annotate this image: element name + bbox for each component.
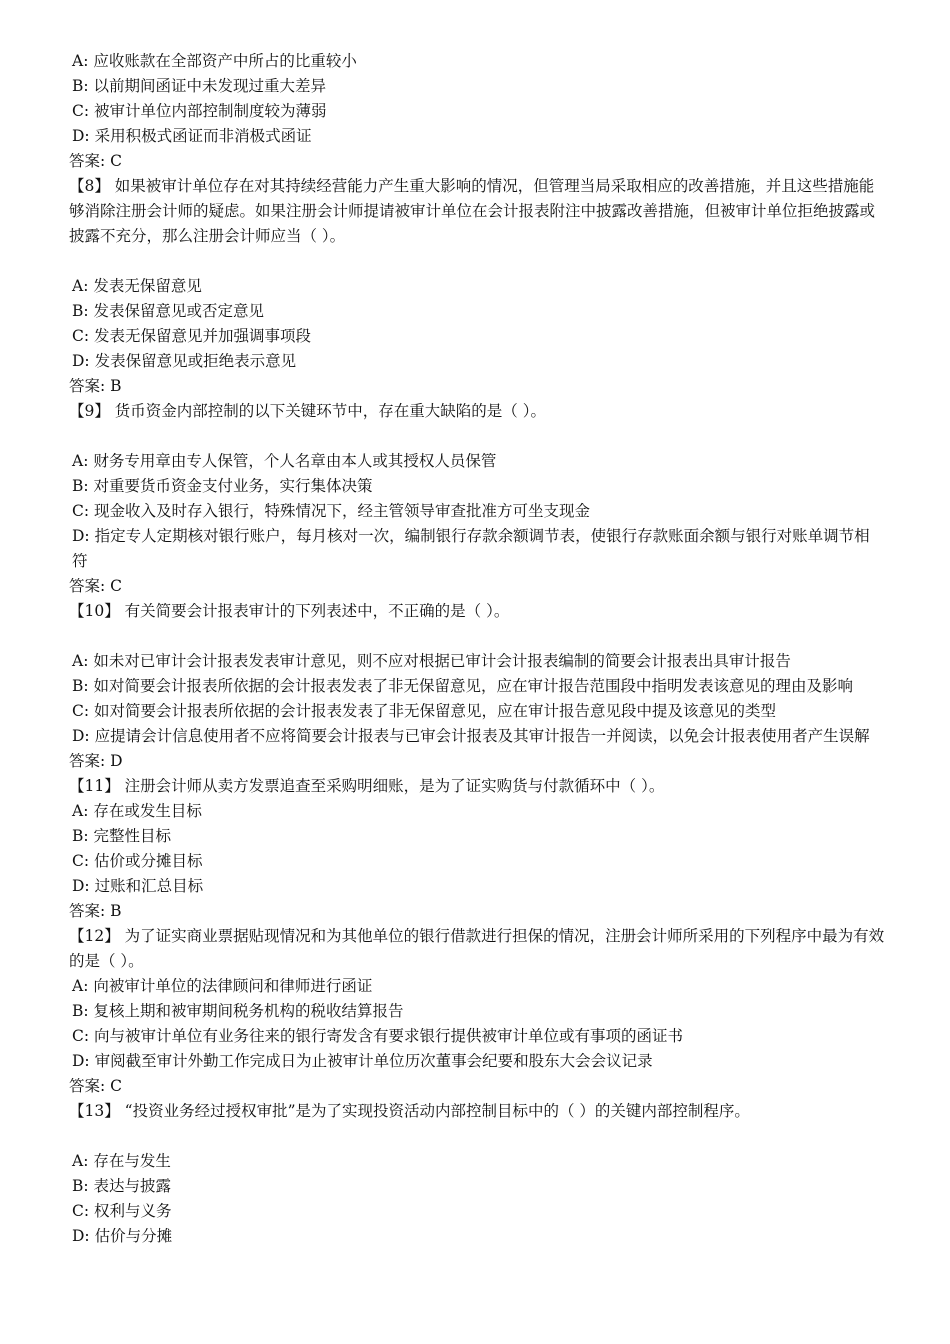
option-d: D: 审阅截至审计外勤工作完成日为止被审计单位历次董事会纪要和股东大会会议记录	[72, 1052, 653, 1070]
question-12	[69, 924, 885, 1099]
option-b: B: 以前期间函证中未发现过重大差异	[72, 77, 327, 95]
answer: 答案: C	[69, 1077, 123, 1095]
option-c: C: 向与被审计单位有业务往来的银行寄发含有要求银行提供被审计单位或有事项的函证书	[72, 1027, 684, 1045]
spacer	[69, 1124, 885, 1149]
answer: 答案: B	[69, 377, 122, 395]
option-d: D: 指定专人定期核对银行账户，每月核对一次，编制银行存款余额调节表，使银行存款账面余额与银行对账单调节相符	[72, 527, 870, 570]
option-c: C: 现金收入及时存入银行，特殊情况下，经主管领导审查批准方可坐支现金	[72, 502, 591, 520]
answer: 答案: C	[69, 577, 123, 595]
option-d: D: 过账和汇总目标	[72, 877, 204, 895]
question-stem: 【8】 如果被审计单位存在对其持续经营能力产生重大影响的情况，但管理当局采取相应的改善措施，并且这些措施能够消除注册会计师的疑虑。如果注册会计师提请被审计单位在会计报表附注中披露改善措施，但被审计单位拒绝披露或披露不充分，那么注册会计师应当（ ）。	[69, 177, 876, 245]
option-d: D: 采用积极式函证而非消极式函证	[72, 127, 312, 145]
question-8	[69, 174, 885, 399]
option-a: A: 向被审计单位的法律顾问和律师进行函证	[72, 977, 373, 995]
option-b: B: 完整性目标	[72, 827, 172, 845]
document-page	[69, 49, 885, 1249]
question-stem: 【12】 为了证实商业票据贴现情况和为其他单位的银行借款进行担保的情况，注册会计师所采用的下列程序中最为有效的是（ ）。	[69, 927, 885, 970]
question-7-tail	[69, 49, 885, 174]
option-d: D: 应提请会计信息使用者不应将简要会计报表与已审会计报表及其审计报告一并阅读，以免会计报表使用者产生误解	[72, 727, 870, 745]
spacer	[69, 424, 885, 449]
question-9	[69, 399, 885, 599]
option-c: C: 发表无保留意见并加强调事项段	[72, 327, 312, 345]
option-a: A: 如未对已审计会计报表发表审计意见，则不应对根据已审计会计报表编制的简要会计报表出具审计报告	[72, 652, 791, 670]
option-c: C: 估价或分摊目标	[72, 852, 203, 870]
question-stem: 【10】 有关简要会计报表审计的下列表述中，不正确的是（ ）。	[69, 602, 510, 620]
question-stem: 【13】 “投资业务经过授权审批”是为了实现投资活动内部控制目标中的（ ）的关键内部控制程序。	[69, 1102, 750, 1120]
option-a: A: 发表无保留意见	[72, 277, 202, 295]
option-a: A: 存在与发生	[72, 1152, 171, 1170]
option-a: A: 应收账款在全部资产中所占的比重较小	[72, 52, 357, 70]
option-b: B: 复核上期和被审期间税务机构的税收结算报告	[72, 1002, 404, 1020]
spacer	[69, 249, 885, 274]
option-c: C: 被审计单位内部控制制度较为薄弱	[72, 102, 327, 120]
spacer	[69, 624, 885, 649]
question-13	[69, 1099, 885, 1249]
option-b: B: 如对简要会计报表所依据的会计报表发表了非无保留意见，应在审计报告范围段中指明发表该意见的理由及影响	[72, 677, 854, 695]
answer: 答案: D	[69, 752, 123, 770]
option-b: B: 发表保留意见或否定意见	[72, 302, 265, 320]
option-c: C: 如对简要会计报表所依据的会计报表发表了非无保留意见，应在审计报告意见段中提及该意见的类型	[72, 702, 777, 720]
option-a: A: 财务专用章由专人保管，个人名章由本人或其授权人员保管	[72, 452, 497, 470]
answer: 答案: C	[69, 152, 123, 170]
option-b: B: 表达与披露	[72, 1177, 172, 1195]
option-b: B: 对重要货币资金支付业务，实行集体决策	[72, 477, 373, 495]
answer: 答案: B	[69, 902, 122, 920]
option-c: C: 权利与义务	[72, 1202, 172, 1220]
question-stem: 【11】 注册会计师从卖方发票追查至采购明细账，是为了证实购货与付款循环中（ ）。	[69, 777, 665, 795]
question-10	[69, 599, 885, 774]
option-d: D: 发表保留意见或拒绝表示意见	[72, 352, 297, 370]
option-a: A: 存在或发生目标	[72, 802, 202, 820]
question-stem: 【9】 货币资金内部控制的以下关键环节中，存在重大缺陷的是（ ）。	[69, 402, 546, 420]
option-d: D: 估价与分摊	[72, 1227, 173, 1245]
question-11	[69, 774, 885, 924]
